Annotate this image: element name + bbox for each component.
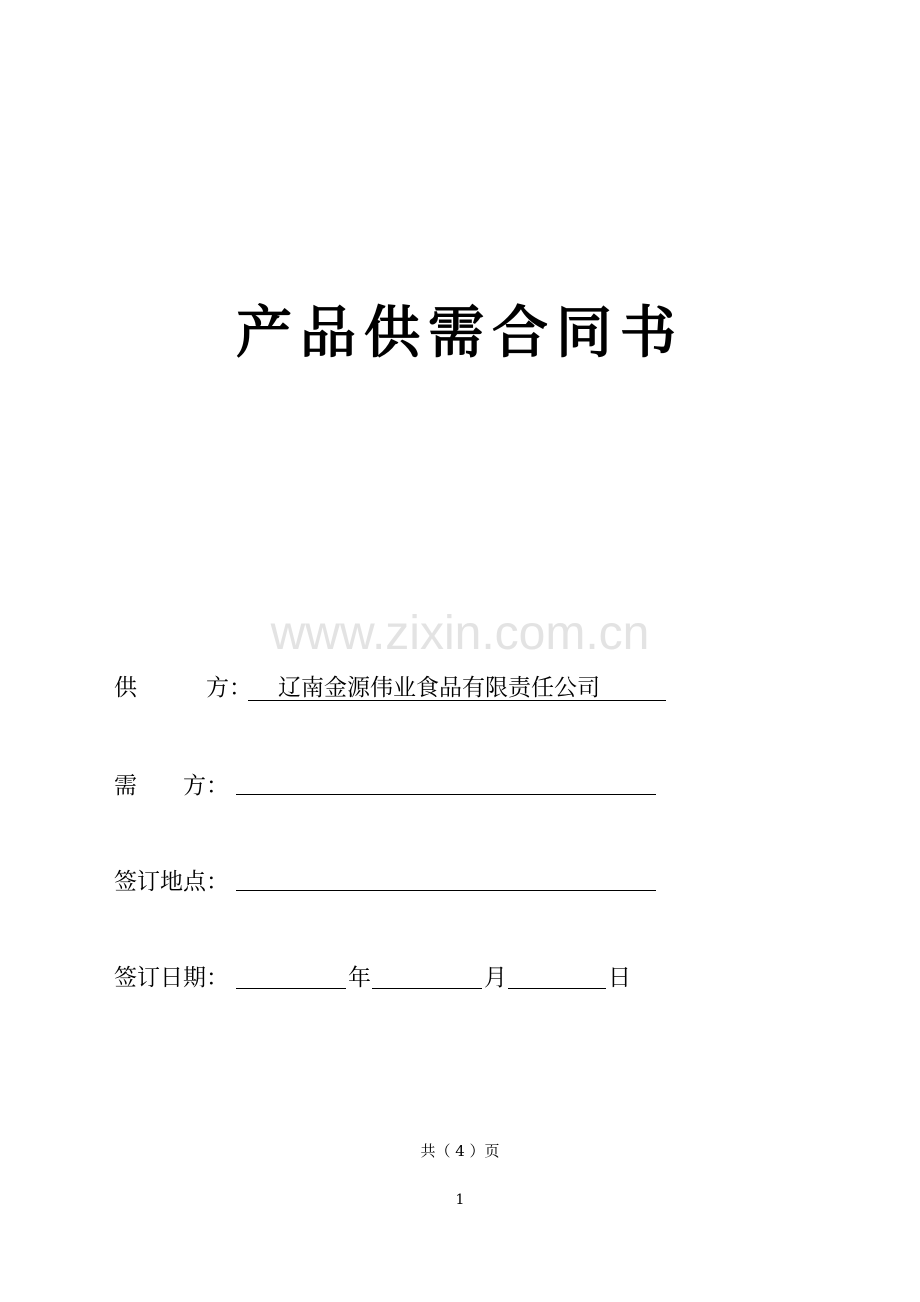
signing-place-label: 签订地点： [114, 869, 229, 895]
month-unit: 月 [484, 965, 507, 991]
year-unit: 年 [348, 965, 371, 991]
document-title: 产品供需合同书 [236, 301, 684, 366]
day-unit: 日 [608, 965, 631, 991]
buyer-underline [236, 768, 656, 795]
signing-place-field [114, 864, 674, 900]
signing-date-field [114, 960, 674, 996]
signing-date-label: 签订日期： [114, 965, 229, 991]
buyer-field [114, 768, 674, 804]
supplier-field [114, 670, 674, 706]
supplier-label: 供 方： [114, 675, 252, 701]
buyer-label: 需 方： [114, 773, 229, 799]
supplier-value: 辽南金源伟业食品有限责任公司 [278, 675, 600, 701]
signing-place-underline [236, 864, 656, 891]
year-blank[interactable] [236, 960, 346, 989]
watermark: www.zixin.com.cn [270, 607, 650, 660]
month-blank[interactable] [372, 960, 482, 989]
total-pages: 共（ 4 ）页 [420, 1142, 500, 1160]
page-number: 1 [455, 1192, 465, 1208]
day-blank[interactable] [508, 960, 606, 989]
